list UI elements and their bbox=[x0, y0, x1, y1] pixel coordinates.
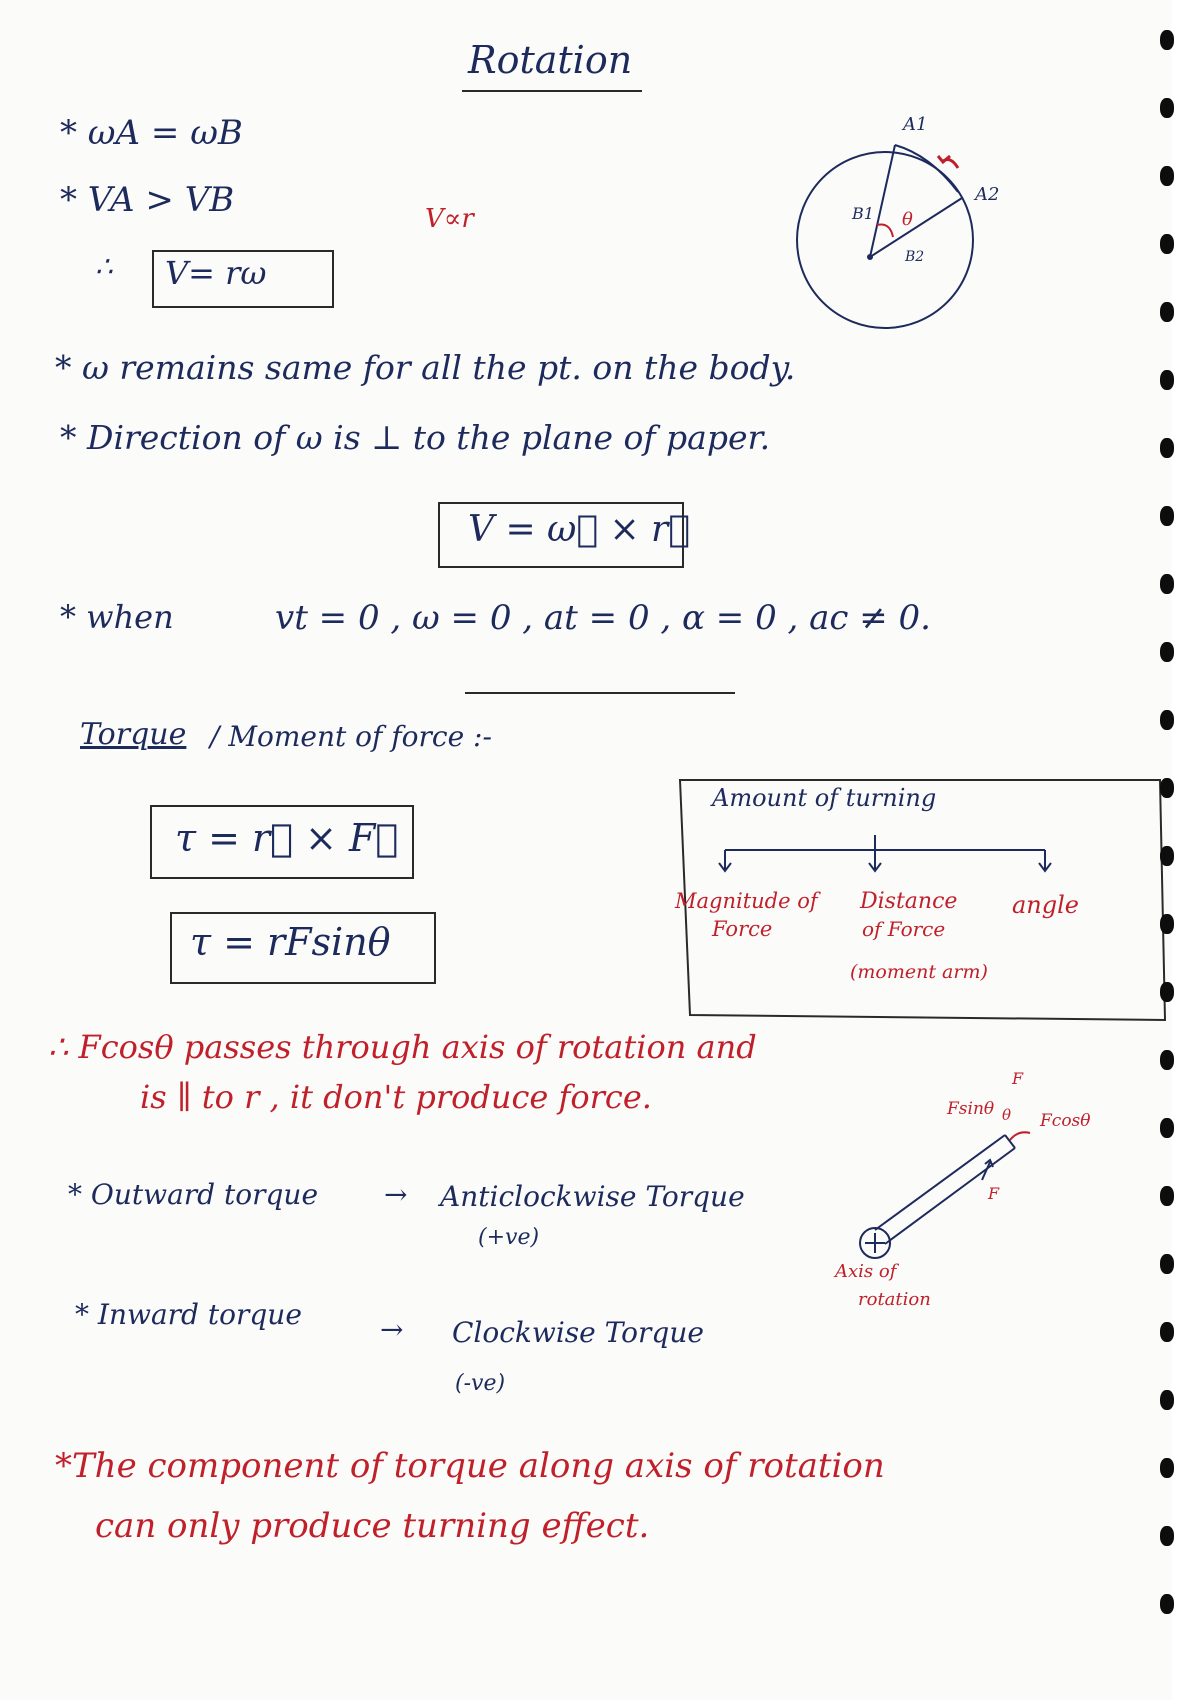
binding-hole bbox=[1160, 1458, 1174, 1478]
label-b2: B2 bbox=[905, 249, 925, 265]
rotation-arc bbox=[895, 145, 958, 192]
binding-hole bbox=[1160, 574, 1174, 594]
of-force-label: of Force bbox=[862, 917, 946, 941]
torque-cross-eq: τ = r⃗ × F⃗ bbox=[175, 816, 399, 860]
binding-hole bbox=[1160, 1594, 1174, 1614]
anticlockwise-label: Anticlockwise Torque bbox=[440, 1180, 745, 1213]
binding-hole bbox=[1160, 166, 1174, 186]
inward-torque-label: * Inward torque bbox=[75, 1298, 302, 1331]
torque-heading: Torque bbox=[80, 717, 187, 752]
outward-torque-label: * Outward torque bbox=[68, 1178, 319, 1211]
branch-arrowheads-icon bbox=[719, 863, 1051, 871]
fcos-note-line2: is ∥ to r , it don't produce force. bbox=[140, 1078, 652, 1116]
when-label: * when bbox=[60, 598, 174, 636]
therefore-symbol: ∴ bbox=[95, 250, 113, 283]
conclusion-line1: *The component of torque along axis of rotation bbox=[55, 1446, 885, 1486]
binding-hole bbox=[1160, 1390, 1174, 1410]
cross-product-eq: V = ω⃗ × r⃗ bbox=[468, 509, 690, 550]
lever-top-edge bbox=[875, 1135, 1005, 1230]
label-a2: A2 bbox=[975, 184, 1000, 205]
turning-header: Amount of turning bbox=[712, 784, 937, 812]
binding-hole bbox=[1160, 642, 1174, 662]
page-edge bbox=[1172, 0, 1200, 1700]
binding-hole bbox=[1160, 1118, 1174, 1138]
angle-label: angle bbox=[1012, 891, 1080, 919]
distance-label: Distance bbox=[860, 889, 958, 914]
negative-sign-label: (-ve) bbox=[455, 1371, 506, 1396]
binding-hole bbox=[1160, 1254, 1174, 1274]
label-b1: B1 bbox=[852, 204, 874, 223]
theta-arc bbox=[877, 225, 893, 238]
binding-hole bbox=[1160, 1186, 1174, 1206]
zero-conditions: vt = 0 , ω = 0 , at = 0 , α = 0 , ac ≠ 0. bbox=[275, 598, 931, 638]
lever-theta-arc bbox=[1010, 1132, 1030, 1140]
center-point bbox=[867, 254, 873, 260]
positive-sign-label: (+ve) bbox=[478, 1225, 540, 1250]
binding-hole bbox=[1160, 914, 1174, 934]
lever-fsin: Fsinθ bbox=[947, 1099, 995, 1119]
lever-f-top: F bbox=[1012, 1069, 1024, 1088]
title-underline bbox=[462, 90, 642, 92]
section-divider bbox=[465, 692, 735, 694]
binding-hole bbox=[1160, 30, 1174, 50]
axis-label-line1: Axis of bbox=[835, 1261, 897, 1282]
lever-theta: θ bbox=[1002, 1106, 1012, 1124]
omega-same-note: * ω remains same for all the pt. on the body. bbox=[55, 348, 796, 387]
force-label: Force bbox=[712, 917, 773, 941]
binding-hole bbox=[1160, 98, 1174, 118]
omega-equality: * ωA = ωB bbox=[60, 113, 243, 153]
axis-cross-icon bbox=[865, 1233, 885, 1253]
binding-hole bbox=[1160, 846, 1174, 866]
binding-hole bbox=[1160, 1050, 1174, 1070]
clockwise-label: Clockwise Torque bbox=[452, 1316, 704, 1349]
fcos-note-line1: ∴ Fcosθ passes through axis of rotation and bbox=[48, 1028, 757, 1066]
binding-hole bbox=[1160, 438, 1174, 458]
lever-f-small: F bbox=[988, 1184, 1000, 1203]
outward-arrow-icon: → bbox=[384, 1178, 408, 1211]
binding-hole bbox=[1160, 1526, 1174, 1546]
binding-hole bbox=[1160, 1322, 1174, 1342]
magnitude-of-label: Magnitude of bbox=[675, 889, 818, 913]
binding-hole bbox=[1160, 982, 1174, 1002]
torque-sin-eq: τ = rFsinθ bbox=[190, 920, 391, 964]
velocity-inequality: * VA > VB bbox=[60, 180, 235, 220]
lever-fcos: Fcosθ bbox=[1040, 1111, 1091, 1131]
label-a1: A1 bbox=[903, 114, 928, 135]
v-r-omega-eq: V= rω bbox=[165, 254, 267, 292]
radius-a1 bbox=[870, 145, 895, 257]
binding-hole bbox=[1160, 302, 1174, 322]
moment-arm-label: (moment arm) bbox=[850, 961, 988, 983]
binding-hole bbox=[1160, 506, 1174, 526]
omega-direction-note: * Direction of ω is ⊥ to the plane of paper. bbox=[60, 418, 771, 457]
inward-arrow-icon: → bbox=[380, 1313, 404, 1346]
axis-label-line2: rotation bbox=[858, 1289, 931, 1310]
label-theta: θ bbox=[902, 209, 913, 230]
binding-hole bbox=[1160, 778, 1174, 798]
binding-hole bbox=[1160, 710, 1174, 730]
v-proportional-r: V∝r bbox=[425, 204, 474, 234]
conclusion-line2: can only produce turning effect. bbox=[95, 1506, 650, 1546]
moment-of-force-heading: / Moment of force :- bbox=[210, 720, 492, 753]
binding-hole bbox=[1160, 234, 1174, 254]
rotation-circle-diagram bbox=[780, 110, 1000, 350]
page-title: Rotation bbox=[468, 38, 633, 82]
binding-hole bbox=[1160, 370, 1174, 390]
